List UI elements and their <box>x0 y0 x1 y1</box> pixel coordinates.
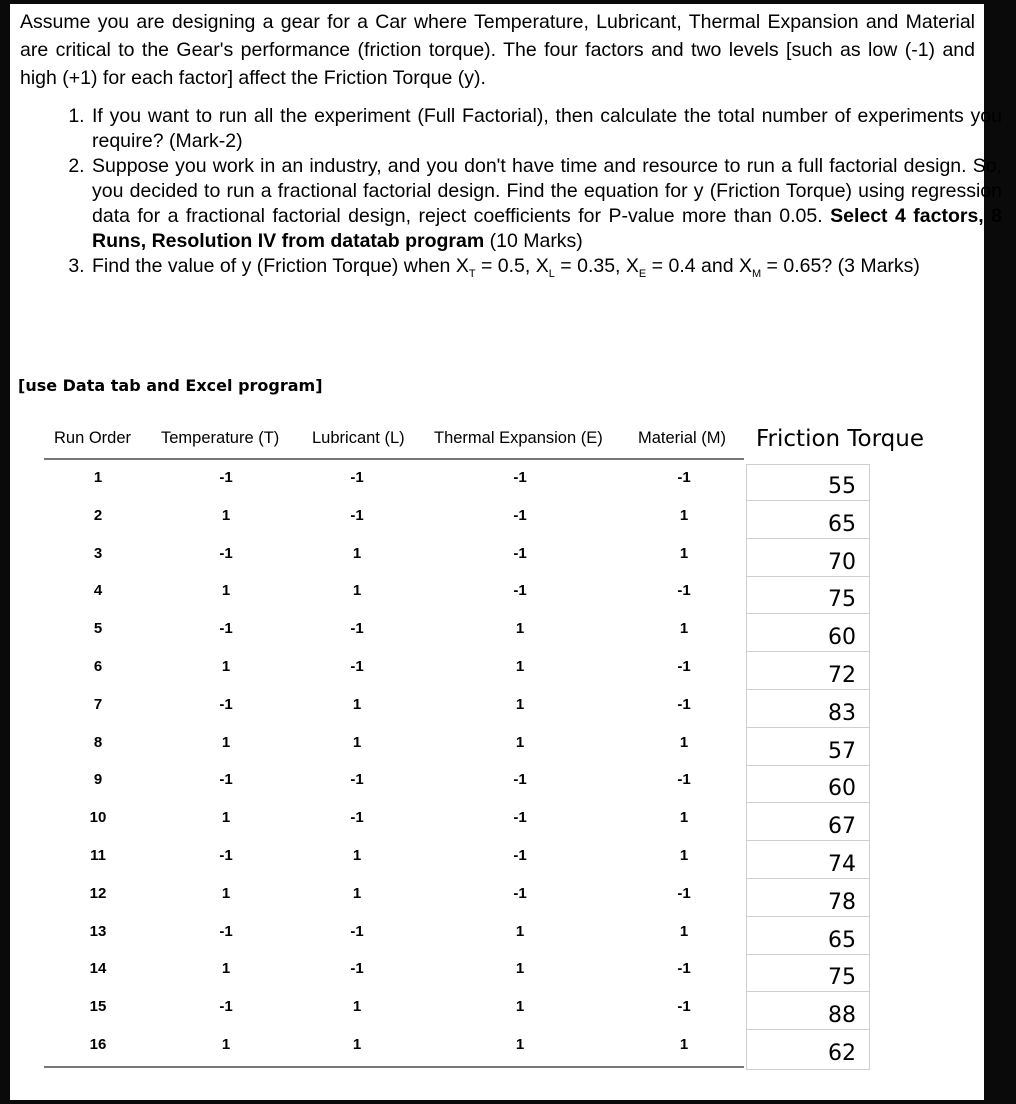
table-cell-m: 1 <box>679 733 689 751</box>
header-material: Material (M) <box>638 429 727 447</box>
question-1: 1. If you want to run all the experiment (Full Factorial), then calculate the total number of experiments you require? (Mark-2) <box>90 104 1002 154</box>
table-cell-m: -1 <box>677 771 691 789</box>
table-cell-t: -1 <box>219 998 233 1016</box>
table-cell-m: 1 <box>679 1036 689 1053</box>
table-cell-l: 1 <box>352 1036 362 1053</box>
table-cell-l: 1 <box>352 998 362 1016</box>
header-run-order: Run Order <box>54 429 132 447</box>
table-cell-e: -1 <box>513 469 527 486</box>
table-cell-m: -1 <box>677 658 691 675</box>
table-cell-run: 2 <box>93 506 103 524</box>
table-bottom-rule <box>44 1066 744 1068</box>
table-cell-run: 11 <box>90 847 106 864</box>
document-page <box>10 4 1002 1100</box>
table-cell-run: 6 <box>93 658 103 675</box>
table-cell-e: -1 <box>513 771 527 789</box>
table-cell-m: 1 <box>679 922 689 940</box>
table-cell-e: 1 <box>515 998 525 1016</box>
table-cell-friction-torque: 78 <box>746 880 870 917</box>
question-2 <box>90 154 1002 254</box>
table-cell-l: -1 <box>350 771 364 789</box>
question-2-text: Suppose you work in an industry, and you don't have time and resource to run a full factorial design. So, you decided to run a fractional factorial design. Find the equation for y (Friction Torque) using regression data for a fractional factorial design, reject coefficients for P-value more than 0.05. <box>92 155 1002 227</box>
table-cell-m: -1 <box>677 695 691 713</box>
table-cell-run: 1 <box>93 469 103 486</box>
table-cell-t: 1 <box>221 960 231 978</box>
table-cell-m: -1 <box>677 998 691 1016</box>
table-cell-friction-torque: 65 <box>746 502 870 539</box>
table-cell-run: 12 <box>89 884 107 902</box>
table-cell-l: -1 <box>350 469 364 486</box>
table-cell-run: 14 <box>89 960 107 978</box>
table-cell-m: 1 <box>679 620 689 638</box>
header-friction-torque: Friction Torque <box>756 426 925 452</box>
table-cell-m: -1 <box>677 884 691 902</box>
table-cell-l: 1 <box>352 847 362 864</box>
question-3: 3. Find the value of y (Friction Torque) when $X_T = 0.5$, $X_L = 0.35$, $X_E = 0.4$ and $X_M = 0.65$? (3 Marks) <box>90 254 1002 287</box>
table-cell-friction-torque: 74 <box>746 842 870 879</box>
table-cell-e: 1 <box>515 733 525 751</box>
table-cell-t: 1 <box>221 809 231 827</box>
table-cell-friction-torque: 57 <box>746 729 870 766</box>
table-cell-m: -1 <box>677 582 691 600</box>
table-cell-e: 1 <box>515 960 525 978</box>
table-cell-t: 1 <box>221 506 231 524</box>
table-cell-l: 1 <box>352 884 362 902</box>
table-cell-run: 8 <box>93 733 103 751</box>
table-cell-friction-torque: 67 <box>746 804 870 841</box>
question-2-bold: Select 4 factors, 8 Runs, Resolution IV from datatab program <box>92 205 1002 252</box>
table-cell-run: 7 <box>93 695 103 713</box>
table-cell-t: -1 <box>219 620 233 638</box>
table-cell-t: 1 <box>221 884 231 902</box>
table-cell-e: -1 <box>513 847 527 864</box>
table-cell-friction-torque: 55 <box>746 464 870 501</box>
table-cell-friction-torque: 72 <box>746 653 870 690</box>
table-cell-e: -1 <box>513 809 527 827</box>
table-cell-t: -1 <box>219 922 233 940</box>
table-cell-e: -1 <box>513 544 527 562</box>
table-cell-e: 1 <box>515 658 525 675</box>
table-cell-run: 4 <box>93 582 103 600</box>
header-thermal-expansion: Thermal Expansion (E) <box>434 429 603 447</box>
table-cell-l: 1 <box>352 544 362 562</box>
table-cell-friction-torque: 65 <box>746 918 870 955</box>
header-lubricant: Lubricant (L) <box>312 429 405 447</box>
table-cell-e: 1 <box>515 1036 525 1053</box>
table-cell-l: -1 <box>350 960 364 978</box>
table-cell-friction-torque: 88 <box>746 993 870 1030</box>
table-cell-m: -1 <box>677 469 691 486</box>
table-cell-e: 1 <box>515 620 525 638</box>
table-top-rule <box>44 458 744 460</box>
table-cell-l: 1 <box>352 582 362 600</box>
table-cell-l: 1 <box>352 733 362 751</box>
intro-paragraph: Assume you are designing a gear for a Car where Temperature, Lubricant, Thermal Expansion and Material are critical to the Gear's performance (friction torque). The four factors and two levels [such as low (-1) and high (+1) for each factor] affect the Friction Torque (y). <box>20 11 975 89</box>
table-cell-t: -1 <box>219 771 233 789</box>
table-cell-t: 1 <box>221 733 231 751</box>
table-cell-m: 1 <box>679 847 689 864</box>
table-cell-e: -1 <box>513 506 527 524</box>
table-cell-friction-torque: 75 <box>746 955 870 992</box>
table-cell-friction-torque: 62 <box>828 1041 856 1066</box>
table-cell-m: 1 <box>679 809 689 827</box>
table-cell-friction-torque: 83 <box>746 691 870 728</box>
table-cell-l: 1 <box>352 695 362 713</box>
table-cell-t: 1 <box>221 1036 231 1053</box>
table-cell-run: 5 <box>93 620 103 638</box>
table-cell-friction-torque: 75 <box>746 577 870 614</box>
table-cell-run: 16 <box>89 1036 107 1053</box>
table-cell-l: -1 <box>350 809 364 827</box>
table-cell-e: -1 <box>513 582 527 600</box>
table-cell-friction-torque: 60 <box>746 766 870 803</box>
table-cell-t: -1 <box>219 544 233 562</box>
table-cell-l: -1 <box>350 506 364 524</box>
table-cell-e: 1 <box>515 922 525 940</box>
table-cell-m: 1 <box>679 506 689 524</box>
table-cell-friction-torque: 60 <box>746 615 870 652</box>
header-temperature: Temperature (T) <box>161 429 280 447</box>
instruction-note: [use Data tab and Excel program] <box>18 376 323 395</box>
question-2-marks: (10 Marks) <box>489 230 583 252</box>
table-cell-friction-torque: 70 <box>746 540 870 577</box>
question-list <box>54 104 1002 287</box>
table-cell-l: -1 <box>350 922 364 940</box>
table-cell-t: -1 <box>219 695 233 713</box>
table-cell-e: -1 <box>513 884 527 902</box>
table-cell-run: 9 <box>93 771 103 789</box>
table-cell-run: 15 <box>89 998 107 1016</box>
table-cell-m: 1 <box>679 544 689 562</box>
table-cell-l: -1 <box>350 658 364 675</box>
table-cell-run: 13 <box>89 922 107 940</box>
table-cell-e: 1 <box>515 695 525 713</box>
table-cell-t: -1 <box>219 469 233 486</box>
table-cell-run: 10 <box>89 809 107 827</box>
table-cell-t: 1 <box>221 658 231 675</box>
table-cell-t: 1 <box>221 582 231 600</box>
table-cell-l: -1 <box>350 620 364 638</box>
table-cell-t: -1 <box>219 847 233 864</box>
table-cell-m: -1 <box>677 960 691 978</box>
table-cell-run: 3 <box>93 544 103 562</box>
